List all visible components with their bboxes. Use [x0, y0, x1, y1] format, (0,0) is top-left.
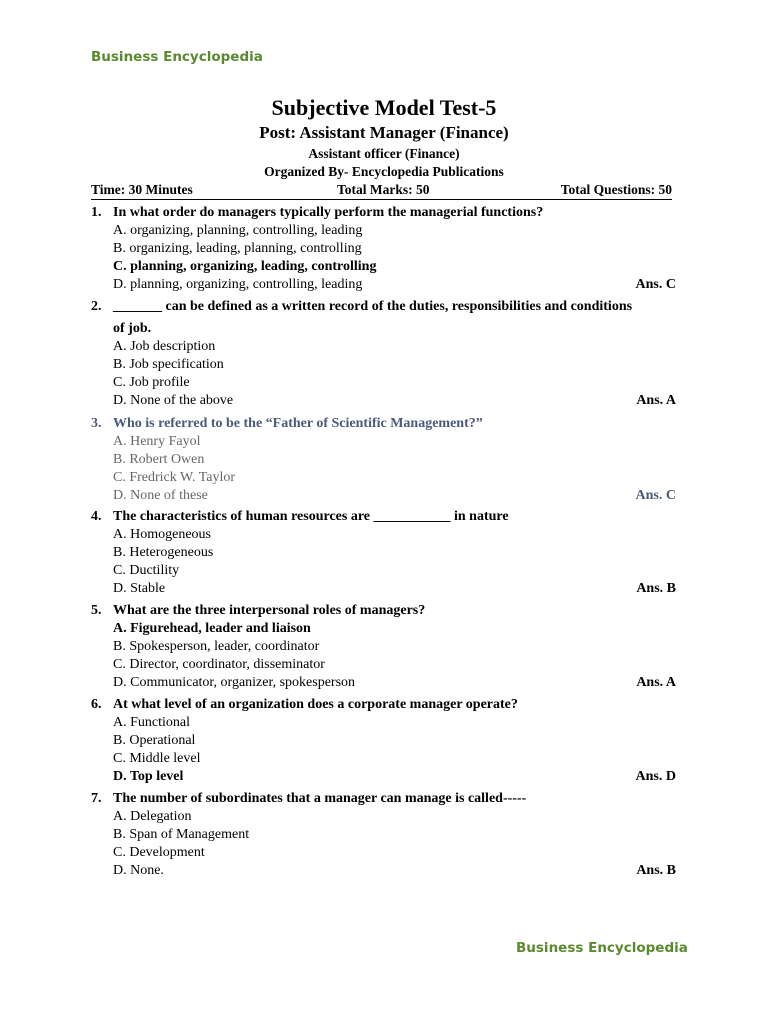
option-a: A. Figurehead, leader and liaison	[113, 621, 311, 636]
question-2	[91, 298, 676, 410]
option-a: A. Functional	[113, 715, 190, 730]
answer: Ans. A	[636, 675, 676, 690]
question-4	[91, 508, 676, 598]
option-d: D. Top level	[113, 769, 184, 784]
option-b: B. organizing, leading, planning, controlling	[113, 241, 362, 256]
marks-label: Total Marks: 50	[337, 182, 430, 197]
question-number: 6.	[91, 697, 102, 712]
question-number: 2.	[91, 299, 102, 314]
question-text: 1. In what order do managers typically perform the managerial functions?	[91, 205, 544, 220]
answer: Ans. C	[635, 277, 676, 292]
option-d: D. planning, organizing, controlling, leading	[113, 277, 363, 292]
option-c: C. Middle level	[113, 751, 201, 766]
option-c: C. Director, coordinator, disseminator	[113, 657, 325, 672]
question-text: 6. At what level of an organization does a corporate manager operate?	[91, 697, 518, 712]
option-c: C. planning, organizing, leading, controlling	[113, 259, 377, 274]
subtitle-officer: Assistant officer (Finance)	[308, 146, 460, 161]
option-b: B. Job specification	[113, 357, 224, 372]
option-d: D. None.	[113, 863, 164, 878]
question-1	[91, 204, 676, 294]
option-a: A. Job description	[113, 339, 216, 354]
question-number: 5.	[91, 603, 102, 618]
header-brand: Business Encyclopedia	[91, 49, 263, 65]
option-c: C. Job profile	[113, 375, 190, 390]
question-text: 3. Who is referred to be the “Father of Scientific Management?”	[91, 416, 483, 431]
option-a: A. Henry Fayol	[113, 434, 201, 449]
answer: Ans. D	[635, 769, 676, 784]
question-text-continued: of job.	[113, 321, 152, 336]
question-text: 7. The number of subordinates that a manager can manage is called-----	[91, 791, 527, 806]
question-5	[91, 602, 676, 692]
answer: Ans. C	[635, 488, 676, 503]
question-text: 5. What are the three interpersonal roles of managers?	[91, 603, 426, 618]
time-label: Time: 30 Minutes	[91, 182, 193, 197]
answer: Ans. B	[636, 581, 676, 596]
option-d: D. None of the above	[113, 393, 234, 408]
question-number: 7.	[91, 791, 102, 806]
question-number: 4.	[91, 509, 102, 524]
question-text: 4. The characteristics of human resources are ___________ in nature	[91, 509, 509, 524]
option-d: D. Stable	[113, 581, 166, 596]
footer-brand: Business Encyclopedia	[516, 940, 688, 956]
page-title: Subjective Model Test-5	[271, 95, 497, 120]
questions-label: Total Questions: 50	[560, 182, 672, 197]
answer: Ans. B	[636, 863, 676, 878]
option-c: C. Development	[113, 845, 205, 860]
option-b: B. Robert Owen	[113, 452, 205, 467]
option-a: A. organizing, planning, controlling, leading	[113, 223, 363, 238]
question-7	[91, 790, 676, 880]
option-d: D. None of these	[113, 488, 208, 503]
option-b: B. Operational	[113, 733, 196, 748]
subtitle-organizer: Organized By- Encyclopedia Publications	[264, 164, 504, 179]
option-b: B. Spokesperson, leader, coordinator	[113, 639, 320, 654]
question-6	[91, 696, 676, 786]
question-number: 3.	[91, 416, 102, 431]
question-3	[91, 415, 676, 505]
test-info-line	[91, 181, 672, 200]
option-a: A. Delegation	[113, 809, 192, 824]
option-b: B. Span of Management	[113, 827, 250, 842]
question-text: 2. _______ can be defined as a written record of the duties, responsibilities and conditions	[91, 299, 633, 314]
option-c: C. Ductility	[113, 563, 180, 578]
answer: Ans. A	[636, 393, 676, 408]
post-title: Post: Assistant Manager (Finance)	[259, 123, 509, 142]
question-number: 1.	[91, 205, 102, 220]
option-b: B. Heterogeneous	[113, 545, 214, 560]
option-c: C. Fredrick W. Taylor	[113, 470, 236, 485]
option-a: A. Homogeneous	[113, 527, 211, 542]
option-d: D. Communicator, organizer, spokesperson	[113, 675, 356, 690]
